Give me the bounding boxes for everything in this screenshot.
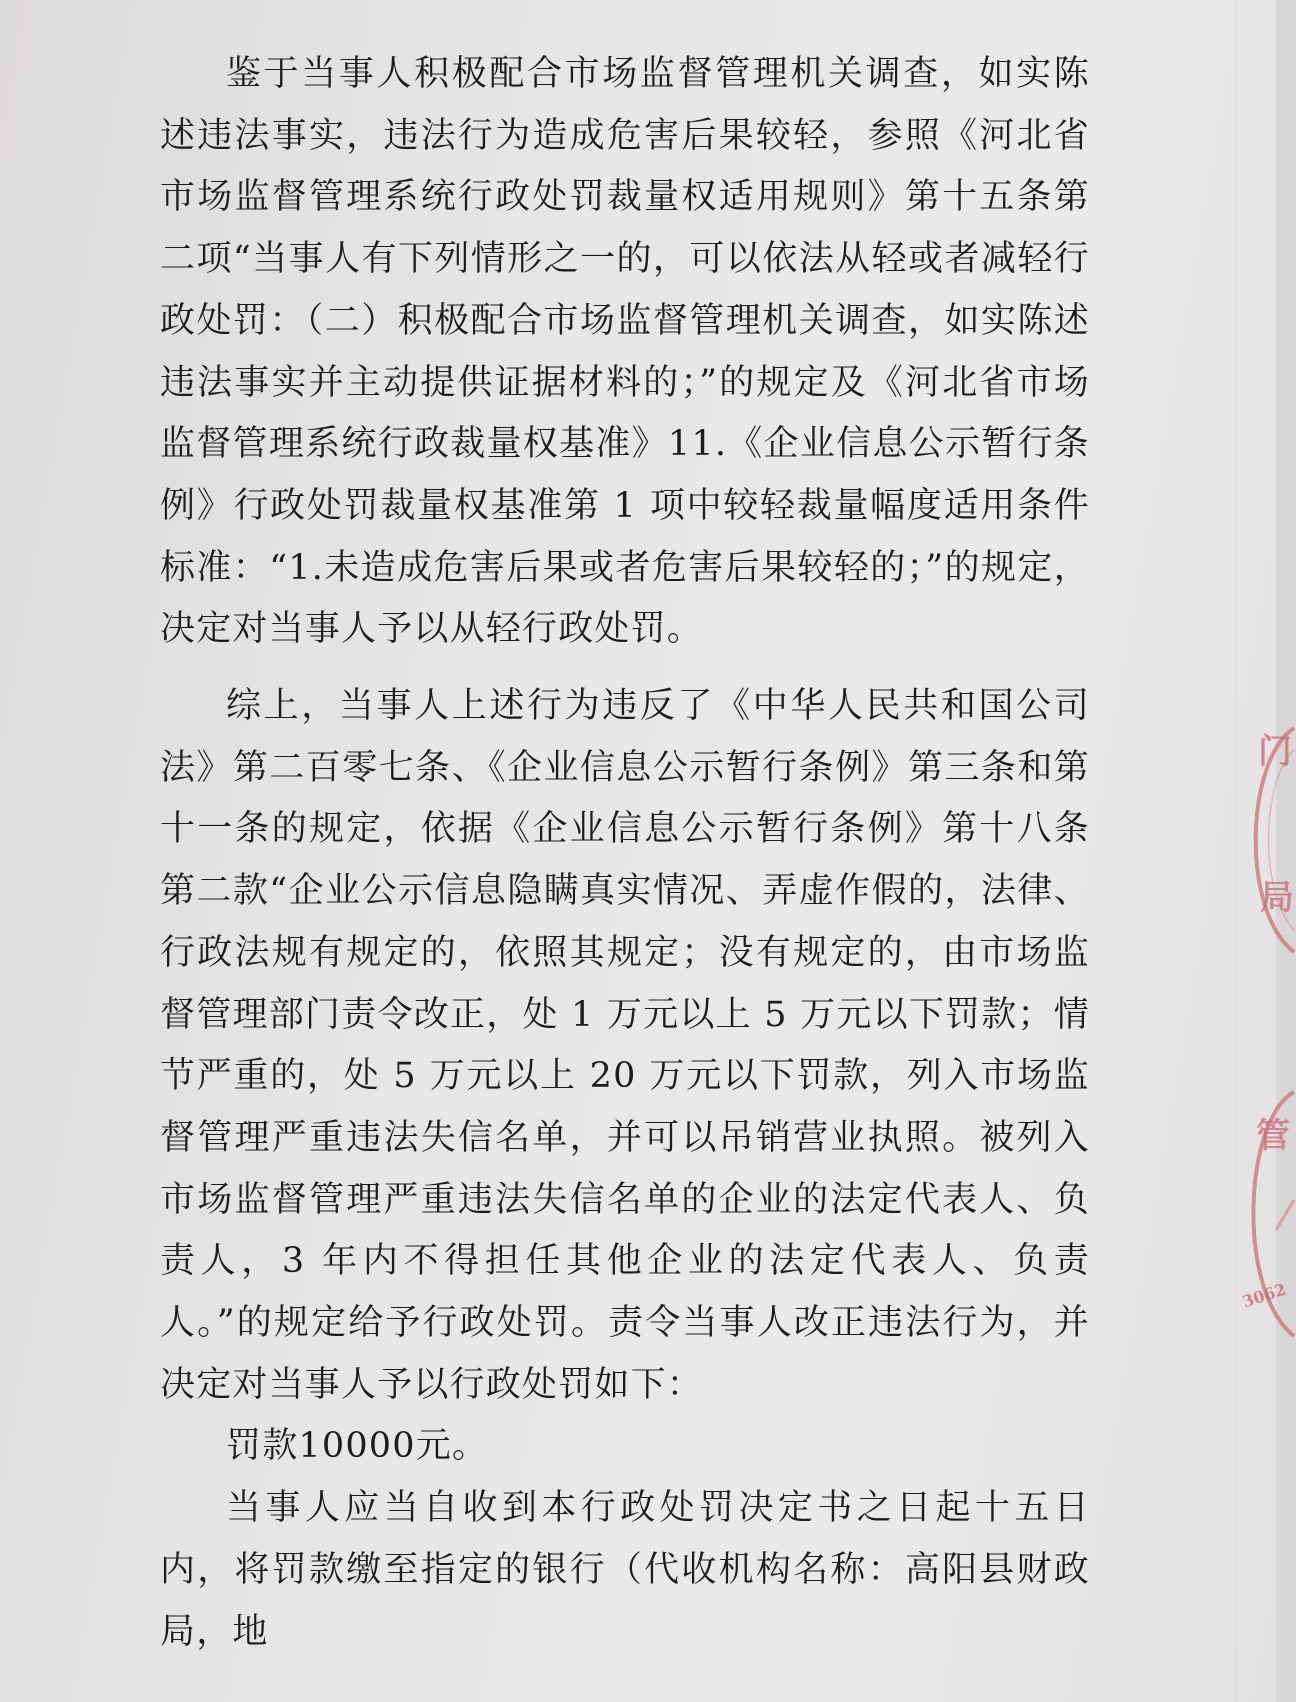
seal-char-3: 管: [1256, 1116, 1290, 1156]
paragraph-fine: 罚款10000元。: [226, 1426, 489, 1467]
seal-char-2: 局: [1260, 878, 1294, 918]
paragraph-mitigation: 鉴于当事人积极配合市场监督管理机关调查，如实陈述违法事实，违法行为造成危害后果较轻，参照《河北省市场监督管理系统行政处罚裁量权适用规则》第十五条第二项“当事人有下列情形之一的，可以依法从轻或者减轻行政处罚：（二）积极配合市场监督管理机关调查，如实陈述违法事实并主动提供证据材料的；”的规定及《河北省市场监督管理系统行政裁量权基准》11.《企业信息公示暂行条例》行政处罚裁量权基准第 1 项中较轻裁量幅度适用条件标准：“1.未造成危害后果或者危害后果较轻的；”的规定，决定对当事人予以从轻行政处罚。: [160, 54, 1090, 650]
seal-number-fragment: 3062: [1240, 1279, 1289, 1312]
paragraph-payment: 当事人应当自收到本行政处罚决定书之日起十五日内，将罚款缴至指定的银行（代收机构名称：高阳县财政局，地: [160, 1488, 1090, 1652]
paragraph-conclusion: 综上，当事人上述行为违反了《中华人民共和国公司法》第二百零七条、《企业信息公示暂行条例》第三条和第十一条的规定，依据《企业信息公示暂行条例》第十八条第二款“企业公示信息隐瞒真实情况、弄虚作假的，法律、行政法规有规定的，依照其规定；没有规定的，由市场监督管理部门责令改正，处 1 万元以上 5 万元以下罚款；情节严重的，处 5 万元以上 20 万元以下罚款，列入市场监督管理严重违法失信名单，并可以吊销营业执照。被列入市场监督管理严重违法失信名单的企业的法定代表人、负责人，3 年内不得担任其他企业的法定代表人、负责人。”的规定给予行政处罚。责令当事人改正违法行为，并决定对当事人予以行政处罚如下：: [160, 686, 1090, 1405]
seal-char-1: 门: [1258, 732, 1292, 772]
official-seal-fragment-bottom: [1236, 1090, 1296, 1340]
official-seal-fragment-top: [1236, 720, 1296, 960]
document-body: [160, 44, 1090, 1663]
